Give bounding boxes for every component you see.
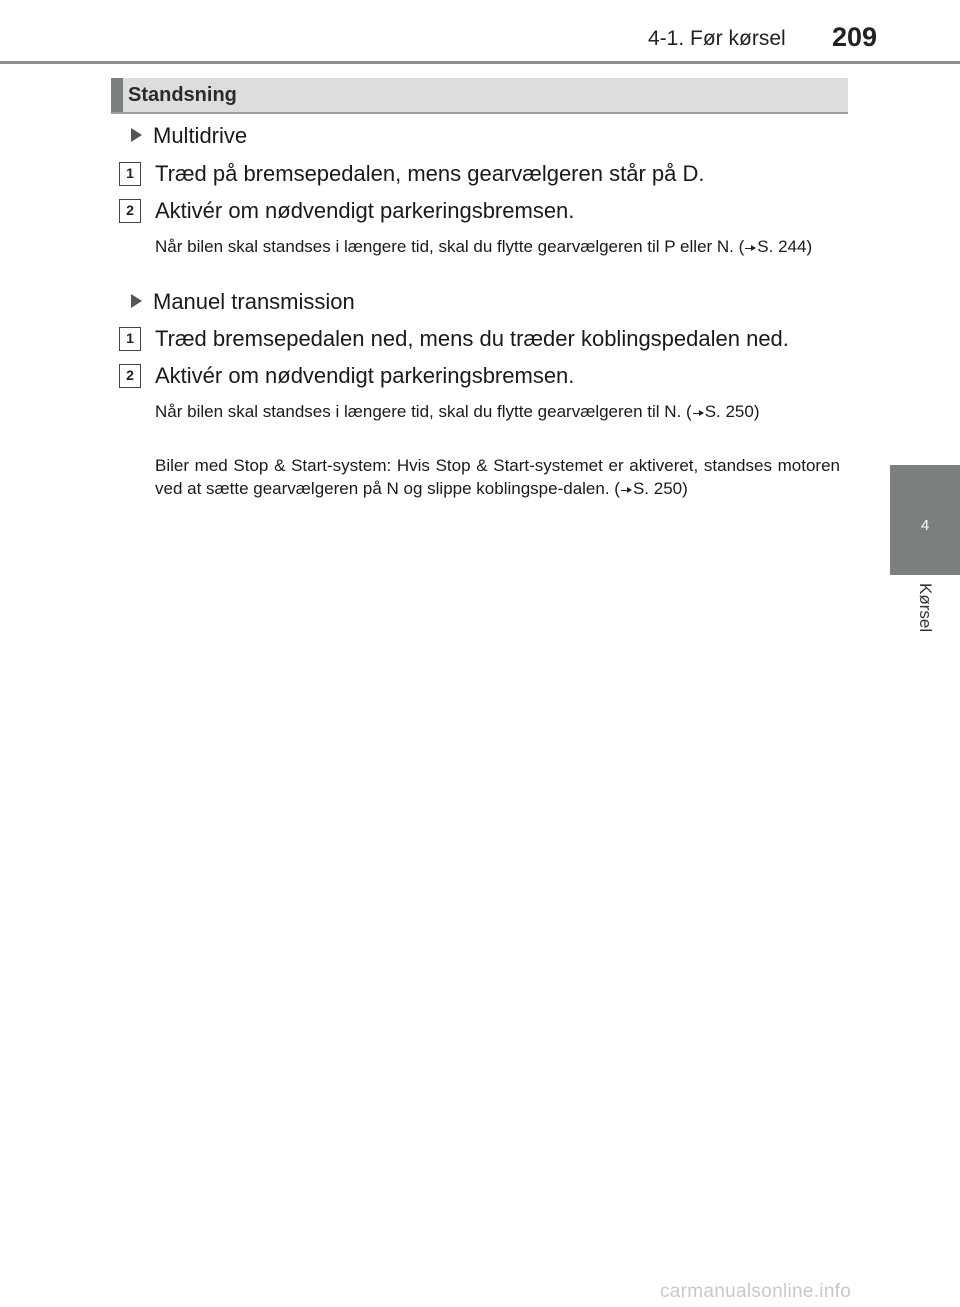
subheading-multidrive	[131, 123, 247, 149]
subheading-text: Manuel transmission	[153, 289, 355, 314]
note-paragraph	[155, 454, 840, 500]
section-title: Standsning	[128, 84, 237, 106]
page-reference-link[interactable]: S. 250	[632, 479, 683, 498]
step-number-badge: 2	[119, 364, 141, 388]
chapter-title: Kørsel	[916, 583, 935, 633]
note-paragraph	[155, 235, 840, 258]
watermark: carmanualsonline.info	[660, 1281, 852, 1302]
step-number-badge: 2	[119, 199, 141, 223]
step-number-badge: 1	[119, 327, 141, 351]
page-reference-link[interactable]: S. 250	[704, 402, 754, 421]
section-heading-bar	[111, 78, 848, 114]
note-text-end: )	[753, 402, 760, 421]
triangle-bullet-icon	[131, 128, 142, 142]
arrow-right-icon	[621, 486, 632, 494]
subheading-manual-transmission	[131, 289, 355, 315]
header-rule	[0, 61, 960, 64]
arrow-right-icon	[693, 409, 704, 417]
step-number-badge: 1	[119, 162, 141, 186]
subheading-text: Multidrive	[153, 123, 248, 148]
chapter-tab	[890, 465, 960, 575]
note-text-end: )	[682, 479, 688, 498]
section-heading-accent	[111, 78, 123, 112]
step-text: Aktivér om nødvendigt parkeringsbremsen.	[155, 198, 575, 223]
step-text: Træd bremsepedalen ned, mens du træder koblingspedalen ned.	[155, 326, 789, 351]
header-section-title: 4-1. Før kørsel	[648, 27, 786, 50]
step-text: Aktivér om nødvendigt parkeringsbremsen.	[155, 363, 575, 388]
note-text: Biler med Stop & Start-system: Hvis Stop & Start-systemet er aktiveret, standses motoren ved at sætte gearvælgeren på N og slippe koblingspe-dalen. (	[155, 456, 840, 498]
note-paragraph	[155, 400, 840, 423]
chapter-label	[890, 575, 960, 685]
triangle-bullet-icon	[131, 294, 142, 308]
chapter-number: 4	[920, 517, 930, 534]
note-text: Når bilen skal standses i længere tid, skal du flytte gearvælgeren til P eller N. (	[155, 237, 745, 256]
page-number: 209	[832, 22, 878, 52]
step-text: Træd på bremsepedalen, mens gearvælgeren står på D.	[155, 161, 705, 186]
note-text: Når bilen skal standses i længere tid, skal du flytte gearvælgeren til N. (	[155, 402, 692, 421]
arrow-right-icon	[745, 244, 756, 252]
page-reference-link[interactable]: S. 244	[757, 237, 807, 256]
note-text-end: )	[806, 237, 813, 256]
